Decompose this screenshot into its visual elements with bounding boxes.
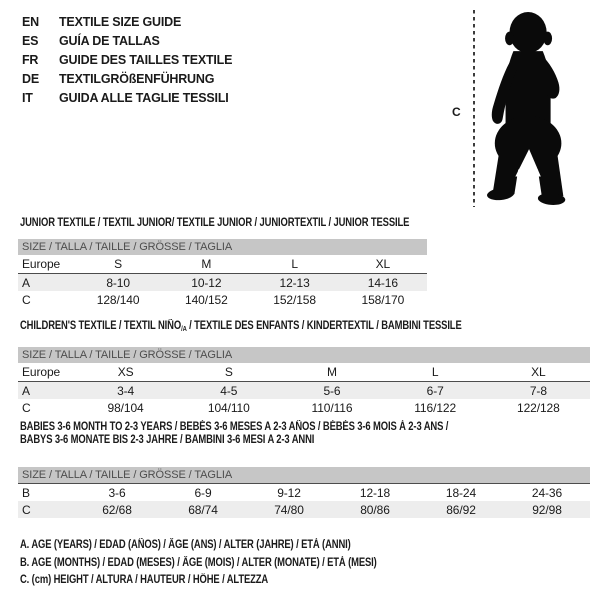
footnote-b: B. AGE (MONTHS) / EDAD (MESES) / ÂGE (MOIS) / ALTER (MONATE) / ETÀ (MESI): [20, 556, 377, 569]
table-row: [18, 363, 590, 382]
height-measure-label: C: [452, 105, 461, 119]
table-cell: 6-7: [384, 382, 487, 400]
table-cell: 152/158: [273, 292, 316, 307]
language-row: [22, 89, 232, 108]
table-cell: 122/128: [517, 400, 560, 415]
language-code: ES: [22, 34, 39, 48]
footnote-a: A. AGE (YEARS) / EDAD (AÑOS) / ÂGE (ANS) / ALTER (JAHRE) / ETÀ (ANNI): [20, 539, 351, 551]
row-label-cell: C: [22, 292, 31, 307]
size-header-cell: SIZE / TALLA / TAILLE / GRÖSSE / TAGLIA: [18, 239, 427, 255]
size-header-cell: SIZE / TALLA / TAILLE / GRÖSSE / TAGLIA: [18, 467, 590, 484]
table-cell: 86/92: [418, 501, 504, 518]
table-cell: 14-16: [339, 274, 427, 292]
language-row: [22, 32, 232, 51]
babies-title-line2: BABYS 3-6 MONATE BIS 2-3 JAHRE / BAMBINI 3-6 MESI A 2-3 ANNI: [20, 434, 315, 446]
table-cell: 6-9: [160, 484, 246, 502]
table-cell: 116/122: [414, 400, 457, 415]
table-cell: 8-10: [74, 274, 162, 292]
row-label-cell: Europe: [22, 257, 61, 271]
row-label-cell: A: [18, 274, 74, 292]
table-cell: 12-13: [251, 274, 339, 292]
children-size-table: [18, 347, 590, 416]
babies-section-title: [20, 421, 542, 447]
table-cell: 68/74: [160, 501, 246, 518]
table-cell: 110/116: [311, 400, 353, 415]
children-title-part1: CHILDREN'S TEXTILE / TEXTIL NIÑO: [20, 320, 182, 332]
table-cell: 3-4: [74, 382, 177, 400]
children-title-part2: / TEXTILE DES ENFANTS / KINDERTEXTIL / BAMBINI TESSILE: [186, 320, 462, 332]
language-label: GUIDA ALLE TAGLIE TESSILI: [59, 91, 229, 105]
table-row: [18, 501, 590, 518]
table-cell: 24-36: [504, 484, 590, 502]
footnote-c: C. (cm) HEIGHT / ALTURA / HAUTEUR / HÖHE / ALTEZZA: [20, 574, 269, 586]
table-cell: 62/68: [74, 501, 160, 518]
table-cell: 3-6: [74, 484, 160, 502]
junior-section-title: JUNIOR TEXTILE / TEXTIL JUNIOR/ TEXTILE JUNIOR / JUNIORTEXTIL / JUNIOR TESSILE: [20, 217, 410, 229]
table-header-row: [18, 239, 427, 255]
table-row: [18, 382, 590, 400]
table-cell: 7-8: [487, 382, 590, 400]
table-cell: 18-24: [418, 484, 504, 502]
table-cell: 158/170: [361, 292, 405, 307]
children-title-subscript: /A: [181, 324, 187, 333]
row-label-cell: C: [22, 400, 31, 415]
table-cell: 92/98: [504, 501, 590, 518]
junior-size-table: [18, 239, 427, 308]
language-code: EN: [22, 15, 39, 29]
language-code: DE: [22, 72, 39, 86]
table-cell: 74/80: [246, 501, 332, 518]
babies-size-table: [18, 467, 590, 518]
language-code: FR: [22, 53, 39, 67]
table-cell: L: [291, 257, 298, 271]
table-cell: M: [327, 365, 337, 379]
row-label-cell: A: [18, 382, 74, 400]
table-row: [18, 274, 427, 292]
table-cell: XL: [375, 257, 391, 271]
table-cell: 80/86: [332, 501, 418, 518]
language-label: TEXTILE SIZE GUIDE: [59, 15, 182, 29]
table-cell: S: [224, 365, 233, 379]
row-label-cell: C: [18, 501, 74, 518]
table-cell: 140/152: [185, 292, 228, 307]
table-cell: 104/110: [207, 400, 250, 415]
table-cell: 98/104: [107, 400, 144, 415]
row-label-cell: B: [18, 484, 74, 502]
children-section-title: [20, 320, 462, 336]
height-measure-dashed-line: [473, 10, 475, 207]
language-code: IT: [22, 91, 33, 105]
footnotes: [20, 537, 455, 590]
table-row: [18, 484, 590, 502]
table-cell: 10-12: [162, 274, 250, 292]
language-list: [22, 13, 232, 108]
table-cell: 12-18: [332, 484, 418, 502]
table-header-row: [18, 347, 590, 363]
table-cell: S: [114, 257, 123, 271]
table-cell: M: [201, 257, 212, 271]
language-row: [22, 51, 232, 70]
baby-silhouette-icon: [485, 6, 579, 206]
babies-title-line1: BABIES 3-6 MONTH TO 2-3 YEARS / BEBÉS 3-6 MESES A 2-3 AÑOS / BÉBÉS 3-6 MOIS À 2-3 ANS /: [20, 421, 449, 433]
row-label-cell: Europe: [22, 365, 61, 379]
language-row: [22, 70, 232, 89]
size-header-cell: SIZE / TALLA / TAILLE / GRÖSSE / TAGLIA: [18, 347, 590, 363]
table-cell: 5-6: [280, 382, 383, 400]
table-cell: 128/140: [96, 292, 140, 307]
language-label: GUIDE DES TAILLES TEXTILE: [59, 53, 233, 67]
language-row: [22, 13, 232, 32]
table-row: [18, 255, 427, 274]
table-row: [18, 291, 427, 308]
language-label: GUÍA DE TALLAS: [59, 34, 160, 48]
table-row: [18, 399, 590, 416]
table-cell: L: [431, 365, 439, 379]
table-cell: XL: [531, 365, 546, 379]
table-header-row: [18, 467, 590, 484]
language-label: TEXTILGRÖßENFÜHRUNG: [59, 72, 215, 86]
table-cell: 9-12: [246, 484, 332, 502]
table-cell: XS: [117, 365, 134, 379]
table-cell: 4-5: [177, 382, 280, 400]
